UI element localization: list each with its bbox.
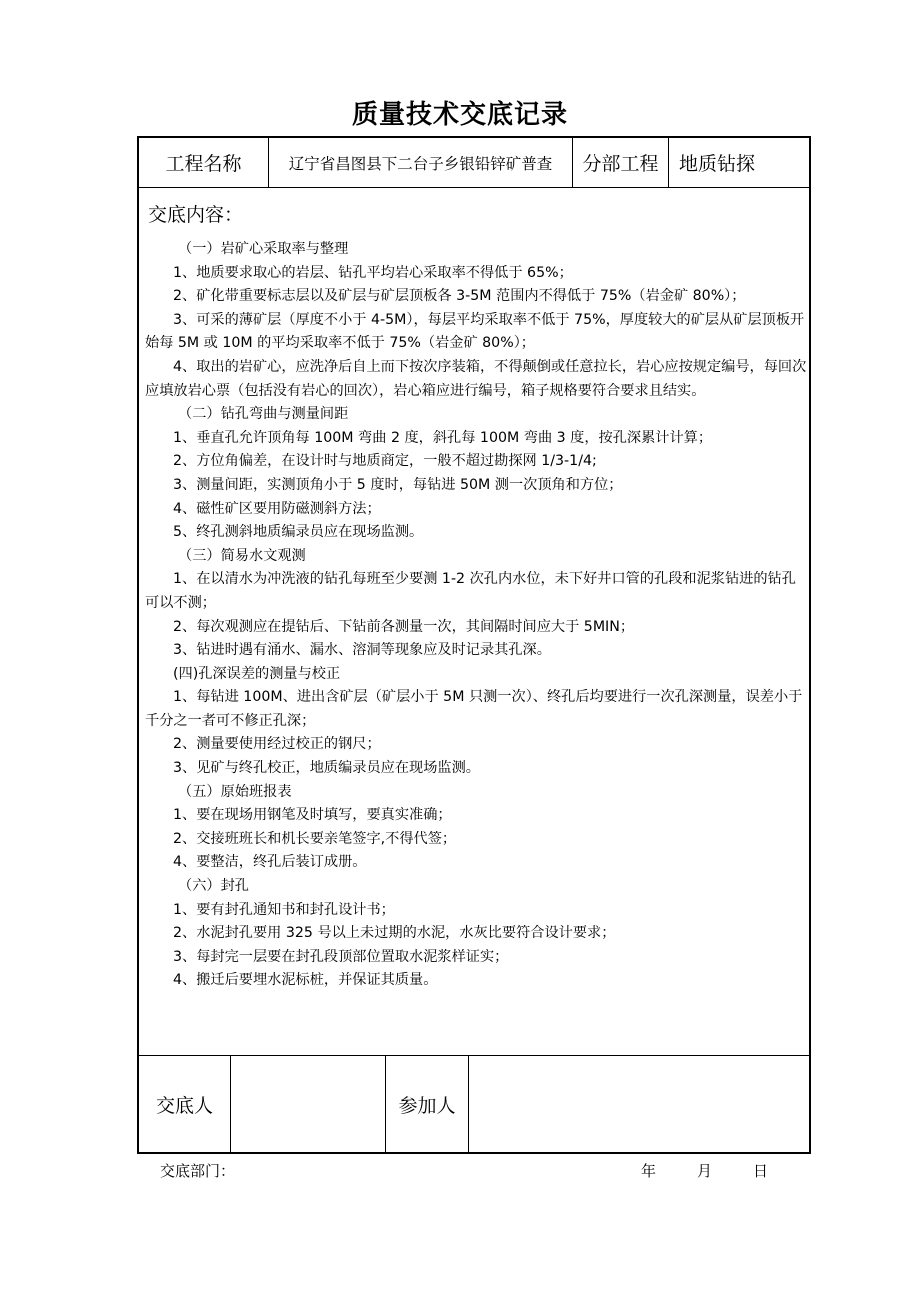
content-line: 1、垂直孔允许顶角每 100M 弯曲 2 度，斜孔每 100M 弯曲 3 度，按孔深累计计算； — [173, 429, 713, 446]
content-line: 3、见矿与终孔校正，地质编录员应在现场监测。 — [173, 760, 480, 777]
date-month-label: 月 — [697, 1162, 713, 1180]
section-heading: （一）岩矿心采取率与整理 — [178, 241, 349, 257]
content-line: 2、交接班班长和机长要亲笔签字,不得代签； — [173, 830, 457, 847]
content-line: 4、磁性矿区要用防磁测斜方法； — [173, 500, 381, 517]
briefer-label: 交底人 — [155, 1095, 213, 1117]
section-heading: (四)孔深误差的测量与校正 — [173, 665, 341, 682]
content-line: 4、取出的岩矿心，应洗净后自上而下按次序装箱，不得颠倒或任意拉长，岩心应按规定编号，每回次应填放岩心票（包括没有岩心的回次），岩心箱应进行编号，箱子规格要符合要求且结实。 — [145, 358, 807, 399]
content-line: 2、测量要使用经过校正的钢尺； — [173, 736, 381, 753]
content-line: 3、测量间距，实测顶角小于 5 度时，每钻进 50M 测一次顶角和方位； — [173, 476, 623, 493]
content-line: 1、地质要求取心的岩层、钻孔平均岩心采取率不得低于 65%； — [173, 264, 573, 281]
content-line: 2、方位角偏差，在设计时与地质商定，一般不超过勘探网 1/3-1/4; — [173, 453, 597, 470]
project-name-value: 辽宁省昌图县下二台子乡银铅锌矿普查 — [288, 154, 553, 173]
content-line: 1、要在现场用钢笔及时填写，要真实准确； — [173, 807, 452, 824]
section-heading: （六）封孔 — [178, 878, 249, 895]
section-heading: （三）简易水文观测 — [178, 547, 306, 564]
content-line: 2、矿化带重要标志层以及矿层与矿层顶板各 3-5M 范围内不得低于 75%（岩金矿 80%）； — [173, 288, 746, 305]
content-line: 3、可采的薄矿层（厚度不小于 4-5M），每层平均采取率不低于 75%，厚度较大的矿层从矿层顶板开始每 5M 或 10M 的平均采取率不低于 75%（岩金矿 80%）； — [145, 311, 805, 352]
section-heading: （五）原始班报表 — [178, 783, 292, 800]
division-value: 地质钻探 — [679, 153, 756, 175]
content-line: 1、每钻进 100M、进出含矿层（矿层小于 5M 只测一次）、终孔后均要进行一次孔深测量，误差小于千分之一者可不修正孔深； — [145, 689, 803, 729]
document-title: 质量技术交底记录 — [351, 100, 568, 130]
attendee-label: 参加人 — [398, 1095, 456, 1117]
content-line: 5、终孔测斜地质编录员应在现场监测。 — [173, 524, 424, 541]
content-line: 2、每次观测应在提钻后、下钻前各测量一次，其间隔时间应大于 5MIN； — [173, 618, 635, 635]
content-line: 4、搬迁后要埋水泥标桩，并保证其质量。 — [173, 972, 438, 989]
date-year-label: 年 — [641, 1162, 657, 1180]
attendee-signature-field[interactable] — [469, 1056, 809, 1153]
header-bottom-rule — [137, 187, 811, 188]
date-day-label: 日 — [753, 1162, 769, 1180]
content-line: 1、要有封孔通知书和封孔设计书； — [173, 901, 395, 918]
section-heading: （二）钻孔弯曲与测量间距 — [178, 406, 349, 423]
briefing-content — [145, 238, 809, 993]
department-label: 交底部门： — [160, 1162, 236, 1180]
division-label: 分部工程 — [582, 153, 659, 175]
briefer-signature-field[interactable] — [231, 1056, 385, 1153]
content-line: 2、水泥封孔要用 325 号以上未过期的水泥，水灰比要符合设计要求； — [173, 925, 616, 942]
content-line: 4、要整洁，终孔后装订成册。 — [173, 854, 367, 871]
content-label: 交底内容： — [148, 204, 244, 226]
content-line: 3、钻进时遇有涌水、漏水、溶洞等现象应及时记录其孔深。 — [173, 642, 551, 659]
project-name-label: 工程名称 — [165, 153, 242, 175]
content-line: 1、在以清水为冲洗液的钻孔每班至少要测 1-2 次孔内水位，未下好井口管的孔段和泥浆钻进的钻孔可以不测； — [145, 571, 796, 611]
content-line: 3、每封完一层要在封孔段顶部位置取水泥浆样证实； — [173, 948, 509, 965]
